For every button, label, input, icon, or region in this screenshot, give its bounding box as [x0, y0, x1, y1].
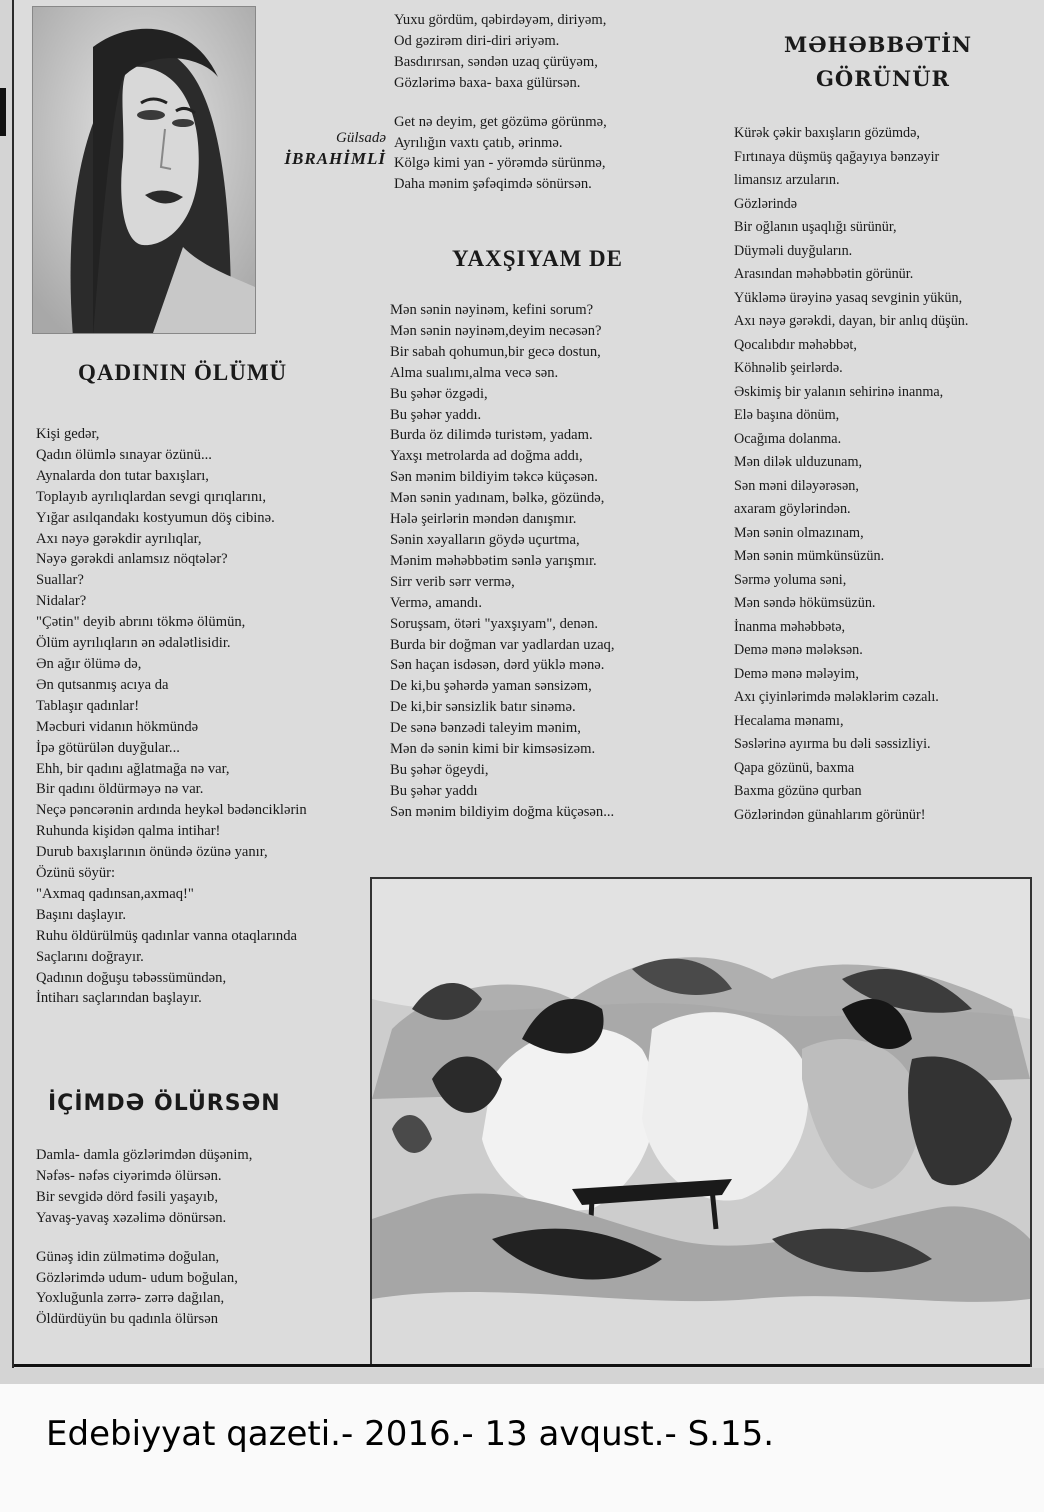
author-first-name: Gülsadə	[336, 130, 386, 146]
poem-line: Mən də sənin kimi bir kimsəsizəm.	[390, 741, 596, 758]
poem-line: Kölgə kimi yan - yörəmdə sürünmə,	[394, 155, 606, 172]
poem-line: Aynalarda don tutar baxışları,	[36, 467, 209, 484]
poem-line: Yükləmə ürəyinə yasaq sevginin yükün,	[734, 289, 963, 306]
poem-line: Fırtınaya düşmüş qağayıya bənzəyir	[734, 148, 940, 165]
author-photo	[32, 6, 256, 334]
poem-line: axaram göylərindən.	[734, 501, 851, 517]
poem-line: Basdırırsan, səndən uzaq çürüyəm,	[394, 53, 598, 70]
poem-line: İpə götürülən duyğular...	[36, 739, 180, 756]
stanza-gap	[394, 94, 607, 112]
poem-body-mehebbetin-gorunur	[734, 122, 968, 827]
poem-line: Yığar asılqandakı kostyumun döş cibinə.	[36, 509, 275, 526]
poem-line: Qadının doğuşu təbəssümündən,	[36, 969, 227, 986]
poem-line: Soruşsam, ötəri "yaxşıyam", denən.	[390, 615, 599, 632]
poem-line: Elə başına dönüm,	[734, 407, 840, 423]
source-citation: Edebiyyat qazeti.- 2016.- 13 avqust.- S.15.	[46, 1414, 775, 1454]
poem-line: "Axmaq qadınsan,axmaq!"	[36, 885, 194, 902]
poem-line: Mən sənin olmazınam,	[734, 524, 864, 541]
poem-line: Əskimiş bir yalanın sehirinə inanma,	[734, 383, 944, 400]
poem-line: Gözlərimdə udum- udum boğulan,	[36, 1269, 238, 1286]
poem-line: Axı nəyə gərəkdi, dayan, bir anlıq düşün.	[734, 313, 969, 329]
poem-line: Ayrılığın vaxtı çatıb, ərinmə.	[394, 134, 563, 151]
poem-line: Mən sənin nəyinəm,deyim necəsən?	[390, 322, 602, 339]
poem-title-icimde-olursen: İÇİMDƏ ÖLÜRSƏN	[48, 1091, 281, 1116]
poem-line: Özünü söyür:	[36, 865, 116, 882]
poem-line: Yoxluğunla zərrə- zərrə dağılan,	[36, 1290, 225, 1307]
stanza-gap	[36, 1229, 252, 1247]
poem-line: Bu şəhər özgədi,	[390, 385, 488, 402]
poem-line: Ölüm ayrılıqların ən ədalətlisidir.	[36, 635, 231, 652]
poem-line: Damla- damla gözlərimdən düşənim,	[36, 1147, 253, 1163]
poem-title-qadinin-olumu: QADININ ÖLÜMÜ	[78, 360, 288, 385]
poem-line: Mənim məhəbbətim sənlə yarışmır.	[390, 552, 597, 569]
poem-line: Toplayıb ayrılıqlardan sevgi qırıqlarını,	[36, 488, 266, 505]
poem-line: Yavaş-yavaş xəzəlimə dönürsən.	[36, 1209, 227, 1226]
poem-line: "Çətin" deyib abrını tökmə ölümün,	[36, 614, 246, 631]
poem-body-yaxsiyam-de	[390, 300, 615, 823]
poem-line: limansız arzuların.	[734, 172, 840, 188]
poem-line: Nəyə gərəkdi anlamsız nöqtələr?	[36, 551, 228, 568]
poem-line: Ruhunda kişidən qalma intihar!	[36, 823, 221, 840]
poem-body-qadinin-olumu	[36, 424, 307, 1009]
poem-line: Od gəzirəm diri-diri əriyəm.	[394, 32, 560, 49]
poem-line: Mən sənin nəyinəm, kefini sorum?	[390, 302, 594, 318]
page-bottom-rule	[14, 1364, 1030, 1367]
poem-line: Daha mənim şəfəqimdə sönürsən.	[394, 176, 592, 193]
poem-line: Bir qadını öldürməyə nə var.	[36, 781, 204, 798]
poem-line: Günəş idin zülmətimə doğulan,	[36, 1248, 220, 1265]
poem-line: Burda bir doğman var yadlardan uzaq,	[390, 636, 615, 653]
painting-illustration	[370, 877, 1032, 1367]
poem-line: De ki,bir sənsizlik batır sinəmə.	[390, 699, 576, 716]
poem-title-mehebbetin-line2: GÖRÜNÜR	[816, 66, 950, 91]
poem-line: Yuxu gördüm, qəbirdəyəm, diriyəm,	[394, 12, 607, 28]
poem-line: Ən ağır ölümə də,	[36, 655, 142, 672]
poem-line: Vermə, amandı.	[390, 594, 482, 611]
poem-line: Demə mənə mələyim,	[734, 665, 859, 682]
poem-line: Düyməli duyğuların.	[734, 242, 853, 259]
poem-line: Nidalar?	[36, 593, 87, 610]
poem-line: Alma sualımı,alma vecə sən.	[390, 364, 559, 381]
poem-line: Öldürdüyün bu qadınla ölürsən	[36, 1311, 218, 1328]
poem-line: Mən səndə hökümsüzün.	[734, 595, 876, 611]
poem-line: Sən məni diləyərəsən,	[734, 477, 859, 494]
poem-line: Sən haçan isdəsən, dərd yüklə mənə.	[390, 657, 605, 674]
poem-line: Gözlərindən günahlarım görünür!	[734, 806, 926, 823]
poem-line: Sən mənim bildiyim təkcə küçəsən.	[390, 469, 598, 486]
poem-line: Hələ şeirlərin məndən danışmır.	[390, 511, 577, 528]
poem-line: De ki,bu şəhərdə yaman sənsizəm,	[390, 678, 592, 695]
poem-line: Ocağıma dolanma.	[734, 430, 842, 447]
poem-line: Tablaşır qadınlar!	[36, 697, 140, 714]
poem-line: Suallar?	[36, 572, 84, 589]
poem-line: Qapa gözünü, baxma	[734, 759, 855, 776]
poem-line: Axı nəyə gərəkdir ayrılıqlar,	[36, 530, 202, 547]
poem-title-mehebbetin-line1: MƏHƏBBƏTİN	[784, 32, 973, 57]
poem-line: Bir sabah qohumun,bir gecə dostun,	[390, 343, 601, 360]
poem-line: Gözlərində	[734, 195, 798, 212]
author-last-name: İBRAHİMLİ	[284, 149, 386, 168]
poem-line: Köhnəlib şeirlərdə.	[734, 360, 843, 376]
poem-line: Bu şəhər yaddı.	[390, 406, 482, 423]
poem-line: Arasından məhəbbətin görünür.	[734, 266, 914, 282]
poem-line: Bu şəhər ögeydi,	[390, 761, 489, 778]
poem-line: Bu şəhər yaddı	[390, 782, 478, 799]
poem-line: De sənə bənzədi taleyim mənim,	[390, 720, 581, 737]
poem-line: Gözlərimə baxa- baxa gülürsən.	[394, 74, 581, 91]
left-column-rule	[12, 0, 14, 1368]
poem-line: Kişi gedər,	[36, 426, 100, 442]
poem-line: Mən sənin mümkünsüzün.	[734, 548, 885, 564]
poem-line: Hecalama mənamı,	[734, 712, 844, 729]
poem-line: Mən dilək ulduzunam,	[734, 454, 863, 470]
poem-line: Saçlarını doğrayır.	[36, 948, 144, 965]
author-byline	[262, 128, 386, 170]
poem-line: Sən mənim bildiyim doğma küçəsən...	[390, 803, 615, 820]
poem-line: Sərmə yoluma səni,	[734, 571, 847, 588]
poem-line: Ən qutsanmış acıya da	[36, 676, 169, 693]
poem-line: Demə mənə mələksən.	[734, 642, 863, 658]
poem-line: Baxma gözünə qurban	[734, 783, 862, 799]
poem-body-icimde-olursen	[36, 1145, 252, 1330]
poem-line: Qadın ölümlə sınayar özünü...	[36, 446, 212, 463]
edge-mark	[0, 88, 6, 136]
poem-line: Ehh, bir qadını ağlatmağa nə var,	[36, 760, 230, 777]
poem-line: Sirr verib sərr vermə,	[390, 573, 515, 590]
poem-line: Mən sənin yadınam, bəlkə, gözündə,	[390, 490, 605, 507]
poem-title-yaxsiyam-de: YAXŞIYAM DE	[452, 246, 623, 271]
poem-line: Burda öz dilimdə turistəm, yadam.	[390, 427, 593, 444]
poem-line: Axı çiyinlərimdə mələklərim cəzalı.	[734, 689, 939, 705]
poem-line: Durub baxışlarının önündə özünə yanır,	[36, 844, 268, 861]
poem-body-icimde-olursen-continued	[394, 10, 607, 195]
poem-line: Bir sevgidə dörd fəsili yaşayıb,	[36, 1188, 218, 1205]
poem-line: İntiharı saçlarından başlayır.	[36, 990, 202, 1007]
poem-line: İnanma məhəbbətə,	[734, 618, 846, 635]
poem-line: Məcburi vidanın hökmündə	[36, 718, 199, 735]
poem-line: Sənin xəyalların göydə uçurtma,	[390, 531, 580, 548]
poem-line: Kürək çəkir baxışların gözümdə,	[734, 125, 920, 141]
poem-line: Bir oğlanın uşaqlığı sürünür,	[734, 219, 897, 235]
poem-line: Get nə deyim, get gözümə görünmə,	[394, 113, 607, 130]
poem-line: Yaxşı metrolarda ad doğma addı,	[390, 448, 583, 465]
poem-line: Səslərinə ayırma bu dəli səssizliyi.	[734, 736, 931, 752]
poem-line: Başını daşlayır.	[36, 906, 126, 923]
poem-line: Qocalıbdır məhəbbət,	[734, 336, 857, 353]
poem-line: Neçə pəncərənin ardında heykəl bədənciklərin	[36, 802, 307, 819]
poem-line: Nəfəs- nəfəs ciyərimdə ölürsən.	[36, 1167, 222, 1184]
poem-line: Ruhu öldürülmüş qadınlar vanna otaqlarında	[36, 927, 298, 944]
